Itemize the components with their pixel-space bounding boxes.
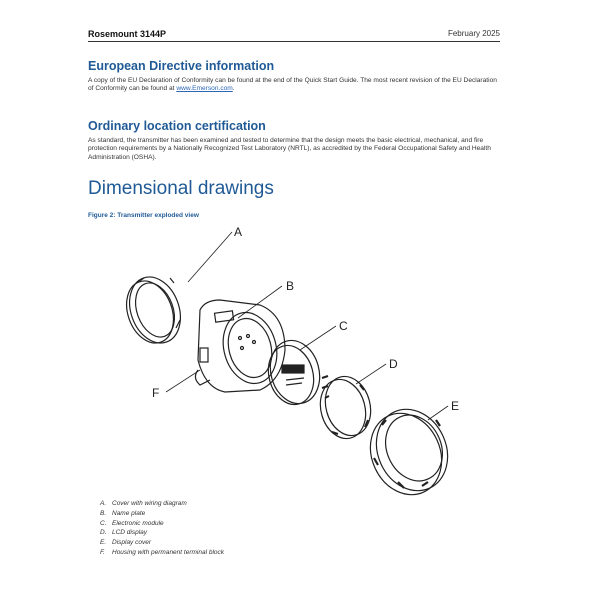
heading-european-directive: European Directive information [88,59,275,73]
callout-d: D [389,357,398,371]
lcd-display-part-d [314,371,377,443]
cover-part-a [118,270,189,350]
callout-f: F [152,386,160,400]
paragraph-european-directive [88,77,502,94]
legend-item: E. Display cover [100,539,152,547]
document-date: February 2025 [447,29,500,38]
callout-c: C [339,319,348,333]
callout-b: B [286,279,295,293]
eu-text-tail: . [232,85,235,93]
callout-a: A [234,225,243,239]
display-cover-part-e [357,398,460,500]
transmitter-exploded-view-drawing [110,220,470,500]
legend-item: A. Cover with wiring diagram [100,500,187,507]
paragraph-ordinary-location: As standard, the transmitter has been examined and tested to determine that the design meets the basic electrical, mechanical, and fire protection requirements by a Nationally Recognized Test Laboratory (NRTL), as accredited by the Federal Occupational Safety and Health Administration (OSHA). [88,137,491,161]
legend-item: C. Electronic module [100,519,164,527]
heading-ordinary-location: Ordinary location certification [88,119,266,133]
legend-item: B. Name plate [100,509,146,517]
legend-item: F. Housing with permanent terminal block [100,548,224,556]
figure-caption: Figure 2: Transmitter exploded view [88,212,199,219]
eu-text: A copy of the EU Declaration of Conformity can be found at the end of the Quick Start Guide. The most recent revision of the EU Declaration of Conformity can be found at [88,77,497,93]
callout-e: E [451,399,460,413]
page-header [88,29,500,42]
figure-legend [100,499,224,558]
legend-item: D. LCD display [100,529,148,537]
emerson-link[interactable]: www.Emerson.com [176,85,233,93]
heading-dimensional-drawings: Dimensional drawings [88,178,274,199]
document-title: Rosemount 3144P [88,29,167,39]
